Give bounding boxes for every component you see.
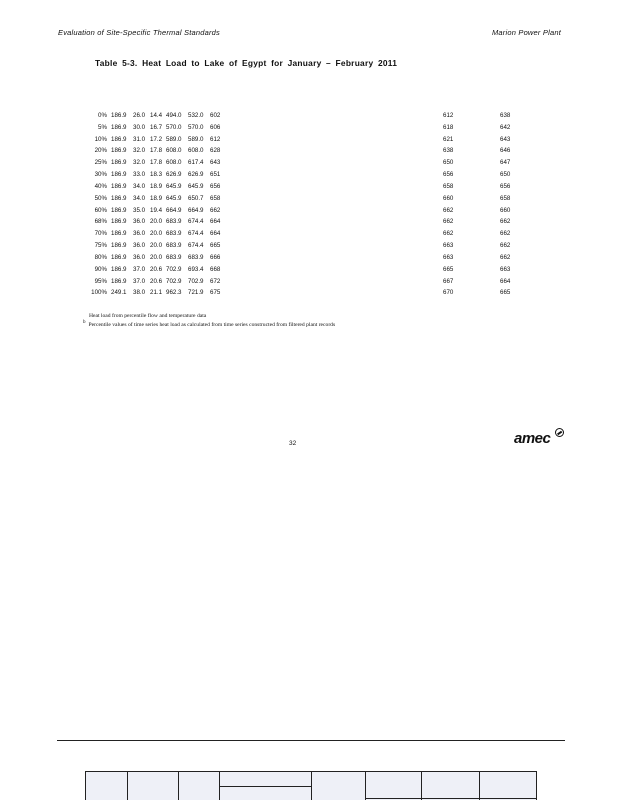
value-cell: 662 xyxy=(443,230,454,238)
value-cell: 626.9 xyxy=(166,171,182,179)
percentile-cell: 100% xyxy=(91,289,107,297)
value-cell: 665 xyxy=(210,242,221,250)
value-cell: 642 xyxy=(500,123,511,131)
value-cell: 20.0 xyxy=(150,230,163,238)
value-cell: 17.2 xyxy=(150,135,163,143)
table-row xyxy=(0,216,618,228)
value-cell: 647 xyxy=(500,159,511,167)
value-cell: 186.9 xyxy=(111,171,127,179)
value-cell: 693.4 xyxy=(188,265,204,273)
value-cell: 663 xyxy=(443,253,454,261)
heat-load-table xyxy=(0,110,618,299)
value-cell: 186.9 xyxy=(111,277,127,285)
value-cell: 626.9 xyxy=(188,171,204,179)
value-cell: 31.0 xyxy=(133,135,146,143)
footnote-percentile xyxy=(83,320,335,328)
value-cell: 36.0 xyxy=(133,230,146,238)
grid-line xyxy=(311,772,312,800)
value-cell: 645.9 xyxy=(166,194,182,202)
value-cell: 20.0 xyxy=(150,242,163,250)
value-cell: 618 xyxy=(443,123,454,131)
value-cell: 638 xyxy=(443,147,454,155)
value-cell: 674.4 xyxy=(188,230,204,238)
table-row xyxy=(0,193,618,205)
percentile-cell: 70% xyxy=(94,230,107,238)
value-cell: 662 xyxy=(500,242,511,250)
value-cell: 532.0 xyxy=(188,112,204,119)
value-cell: 186.9 xyxy=(111,123,127,131)
value-cell: 612 xyxy=(443,112,454,119)
value-cell: 186.9 xyxy=(111,147,127,155)
value-cell: 675 xyxy=(210,289,221,297)
value-cell: 30.0 xyxy=(133,123,146,131)
value-cell: 37.0 xyxy=(133,277,146,285)
percentile-cell: 30% xyxy=(94,171,107,179)
value-cell: 650.7 xyxy=(188,194,204,202)
value-cell: 186.9 xyxy=(111,218,127,226)
value-cell: 662 xyxy=(500,230,511,238)
value-cell: 186.9 xyxy=(111,159,127,167)
value-cell: 35.0 xyxy=(133,206,146,214)
value-cell: 664.9 xyxy=(188,206,204,214)
value-cell: 33.0 xyxy=(133,171,146,179)
value-cell: 674.4 xyxy=(188,218,204,226)
value-cell: 665 xyxy=(443,265,454,273)
value-cell: 186.9 xyxy=(111,230,127,238)
value-cell: 17.8 xyxy=(150,159,163,167)
value-cell: 702.9 xyxy=(188,277,204,285)
value-cell: 638 xyxy=(500,112,511,119)
value-cell: 643 xyxy=(210,159,221,167)
grid-line xyxy=(127,772,128,800)
value-cell: 650 xyxy=(500,171,511,179)
value-cell: 962.3 xyxy=(166,289,182,297)
footer-table-fragment xyxy=(85,771,537,800)
table-row xyxy=(0,264,618,276)
value-cell: 628 xyxy=(210,147,221,155)
value-cell: 32.0 xyxy=(133,159,146,167)
value-cell: 721.9 xyxy=(188,289,204,297)
percentile-cell: 10% xyxy=(94,135,107,143)
value-cell: 18.3 xyxy=(150,171,163,179)
value-cell: 646 xyxy=(500,147,511,155)
percentile-cell: 68% xyxy=(94,218,107,226)
page-number: 32 xyxy=(289,440,297,447)
value-cell: 570.0 xyxy=(166,123,182,131)
value-cell: 683.9 xyxy=(188,253,204,261)
value-cell: 664.9 xyxy=(166,206,182,214)
value-cell: 668 xyxy=(210,265,221,273)
value-cell: 36.0 xyxy=(133,242,146,250)
value-cell: 34.0 xyxy=(133,182,146,190)
value-cell: 36.0 xyxy=(133,218,146,226)
table-row xyxy=(0,110,618,122)
value-cell: 606 xyxy=(210,123,221,131)
value-cell: 662 xyxy=(500,253,511,261)
value-cell: 656 xyxy=(500,182,511,190)
amec-logo: amec xyxy=(514,430,551,447)
value-cell: 16.7 xyxy=(150,123,163,131)
percentile-cell: 5% xyxy=(98,123,107,131)
value-cell: 19.4 xyxy=(150,206,163,214)
table-row xyxy=(0,145,618,157)
value-cell: 608.0 xyxy=(166,147,182,155)
table-row xyxy=(0,169,618,181)
value-cell: 664 xyxy=(210,230,221,238)
value-cell: 608.0 xyxy=(166,159,182,167)
percentile-cell: 25% xyxy=(94,159,107,167)
value-cell: 186.9 xyxy=(111,265,127,273)
value-cell: 186.9 xyxy=(111,242,127,250)
value-cell: 21.1 xyxy=(150,289,163,297)
value-cell: 186.9 xyxy=(111,253,127,261)
value-cell: 660 xyxy=(500,206,511,214)
table-row xyxy=(0,252,618,264)
table-row xyxy=(0,228,618,240)
value-cell: 665 xyxy=(500,289,511,297)
percentile-cell: 80% xyxy=(94,253,107,261)
grid-line xyxy=(479,772,480,800)
value-cell: 38.0 xyxy=(133,289,146,297)
value-cell: 702.9 xyxy=(166,265,182,273)
value-cell: 186.9 xyxy=(111,135,127,143)
value-cell: 664 xyxy=(210,218,221,226)
value-cell: 570.0 xyxy=(188,123,204,131)
header-plant-name: Marion Power Plant xyxy=(491,28,561,37)
value-cell: 658 xyxy=(443,182,454,190)
value-cell: 18.9 xyxy=(150,194,163,202)
percentile-cell: 40% xyxy=(94,182,107,190)
value-cell: 34.0 xyxy=(133,194,146,202)
percentile-cell: 75% xyxy=(94,242,107,250)
value-cell: 20.0 xyxy=(150,253,163,261)
value-cell: 608.0 xyxy=(188,147,204,155)
value-cell: 658 xyxy=(500,194,511,202)
value-cell: 249.1 xyxy=(111,289,127,297)
value-cell: 683.9 xyxy=(166,218,182,226)
percentile-cell: 50% xyxy=(94,194,107,202)
value-cell: 650 xyxy=(443,159,454,167)
footnote-marker: b xyxy=(83,320,86,325)
grid-line xyxy=(219,786,311,787)
percentile-cell: 90% xyxy=(94,265,107,273)
value-cell: 656 xyxy=(210,182,221,190)
value-cell: 186.9 xyxy=(111,182,127,190)
value-cell: 683.9 xyxy=(166,253,182,261)
grid-line xyxy=(178,772,179,800)
value-cell: 20.6 xyxy=(150,277,163,285)
percentile-cell: 20% xyxy=(94,147,107,155)
value-cell: 672 xyxy=(210,277,221,285)
table-row xyxy=(0,122,618,134)
percentile-cell: 60% xyxy=(94,206,107,214)
footnote-percentile-text: Percentile values of time series heat load as calculated from time series constructed from filtered plant records xyxy=(88,321,336,328)
value-cell: 674.4 xyxy=(188,242,204,250)
footnote-heat-load: Heat load from percentile flow and temperature data xyxy=(89,313,207,319)
value-cell: 617.4 xyxy=(188,159,204,167)
value-cell: 32.0 xyxy=(133,147,146,155)
header-document-title: Evaluation of Site-Specific Thermal Standards xyxy=(58,28,220,37)
value-cell: 702.9 xyxy=(166,277,182,285)
value-cell: 683.9 xyxy=(166,230,182,238)
value-cell: 186.9 xyxy=(111,194,127,202)
value-cell: 26.0 xyxy=(133,112,146,119)
table-row xyxy=(0,181,618,193)
value-cell: 662 xyxy=(210,206,221,214)
value-cell: 186.9 xyxy=(111,206,127,214)
value-cell: 643 xyxy=(500,135,511,143)
value-cell: 20.6 xyxy=(150,265,163,273)
value-cell: 662 xyxy=(443,206,454,214)
value-cell: 612 xyxy=(210,135,221,143)
value-cell: 651 xyxy=(210,171,221,179)
value-cell: 662 xyxy=(500,218,511,226)
value-cell: 670 xyxy=(443,289,454,297)
value-cell: 663 xyxy=(443,242,454,250)
percentile-cell: 95% xyxy=(94,277,107,285)
value-cell: 589.0 xyxy=(188,135,204,143)
value-cell: 494.0 xyxy=(166,112,182,119)
value-cell: 660 xyxy=(443,194,454,202)
table-row xyxy=(0,240,618,252)
table-row xyxy=(0,276,618,288)
value-cell: 666 xyxy=(210,253,221,261)
grid-line xyxy=(365,798,537,799)
table-row xyxy=(0,287,618,299)
percentile-cell: 0% xyxy=(98,112,107,119)
value-cell: 667 xyxy=(443,277,454,285)
value-cell: 37.0 xyxy=(133,265,146,273)
value-cell: 602 xyxy=(210,112,221,119)
value-cell: 645.9 xyxy=(188,182,204,190)
value-cell: 621 xyxy=(443,135,454,143)
table-row xyxy=(0,134,618,146)
value-cell: 17.8 xyxy=(150,147,163,155)
amec-logo-mark-icon xyxy=(555,428,564,437)
grid-line xyxy=(421,772,422,800)
table-title: Table 5-3. Heat Load to Lake of Egypt for January – February 2011 xyxy=(95,58,398,68)
value-cell: 656 xyxy=(443,171,454,179)
footer-divider xyxy=(57,740,565,741)
value-cell: 589.0 xyxy=(166,135,182,143)
table-row xyxy=(0,205,618,217)
value-cell: 662 xyxy=(443,218,454,226)
value-cell: 18.9 xyxy=(150,182,163,190)
value-cell: 664 xyxy=(500,277,511,285)
value-cell: 663 xyxy=(500,265,511,273)
grid-line xyxy=(365,772,366,800)
value-cell: 20.0 xyxy=(150,218,163,226)
value-cell: 683.9 xyxy=(166,242,182,250)
value-cell: 36.0 xyxy=(133,253,146,261)
value-cell: 658 xyxy=(210,194,221,202)
table-row xyxy=(0,157,618,169)
value-cell: 14.4 xyxy=(150,112,163,119)
value-cell: 645.9 xyxy=(166,182,182,190)
value-cell: 186.9 xyxy=(111,112,127,119)
